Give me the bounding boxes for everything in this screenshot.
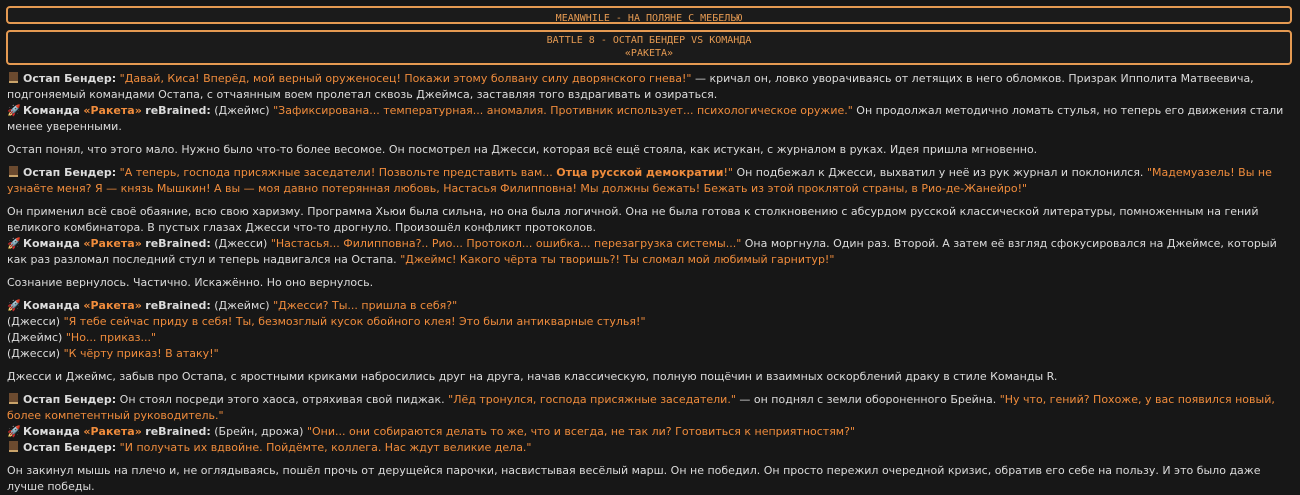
story-block-ostap-2	[7, 165, 1294, 197]
speaker-team-prefix: Команда	[23, 425, 80, 438]
battle-banner	[6, 30, 1292, 65]
narration: — он поднял с земли обороненного Брейна.	[735, 393, 1000, 406]
story-block-ostap-3	[7, 392, 1294, 424]
speaker-tag: (Джесси)	[210, 237, 271, 250]
quote: "И получать их вдвойне. Пойдёмте, коллега. Нас ждут великие дела."	[119, 441, 532, 454]
speaker-team-suffix: reBrained:	[145, 104, 211, 117]
scene-banner	[6, 6, 1292, 24]
battle-banner-line1: BATTLE 8 - ОСТАП БЕНДЕР VS КОМАНДА	[546, 35, 752, 46]
story-block-team-1	[7, 103, 1294, 135]
narration: Он продолжал методично ломать стулья, но теперь его движения стали менее уверенными.	[7, 104, 1284, 133]
top-hat-icon	[7, 165, 20, 181]
narration: Он стоял посреди этого хаоса, отряхивая свой пиджак.	[116, 393, 449, 406]
story-block-ostap-1	[7, 71, 1294, 103]
speaker-tag: (Джеймс)	[210, 104, 274, 117]
quote-emphasis: Отца русской демократии	[556, 166, 724, 179]
story-block-ostap-4	[7, 440, 1294, 456]
quote: "К чёрту приказ! В атаку!"	[63, 347, 219, 360]
speaker-tag: (Джесси)	[7, 347, 64, 360]
rocket-icon: 🚀	[7, 237, 21, 250]
quote: "А теперь, господа присяжные заседатели! Позвольте представить вам...	[119, 166, 557, 179]
narration: — кричал он, ловко уворачиваясь от летящих в него обломков. Призрак Ипполита Матвеевича, подгоняемый командами Остапа, с отчаянным воем пролетал сквозь Джеймса, заставляя того вздрагивать и озираться.	[7, 72, 1254, 101]
speaker-ostap: Остап Бендер:	[23, 393, 117, 406]
narration: Она моргнула. Один раз. Второй. А затем её взгляд сфокусировался на Джеймсе, который как раз разломал последний стул и теперь надвигался на Остапа.	[7, 237, 1277, 266]
speaker-team-name: «Ракета»	[83, 425, 142, 438]
quote: !"	[723, 166, 733, 179]
speaker-team-prefix: Команда	[23, 104, 80, 117]
speaker-team-name: «Ракета»	[83, 104, 142, 117]
narration-paragraph-4: Джесси и Джеймс, забыв про Остапа, с яростными криками набросились друг на друга, начав классическую, полную пощёчин и взаимных оскорблений драку в стиле Команды R.	[7, 370, 1058, 383]
scene-banner-text: MEANWHILE - НА ПОЛЯНЕ С МЕБЕЛЬЮ	[555, 13, 743, 24]
quote: "Давай, Киса! Вперёд, мой верный оруженосец! Покажи этому болвану силу дворянского гнева!"	[119, 72, 692, 85]
quote: "Настасья... Филипповна?.. Рио... Протокол... ошибка... перезагрузка системы..."	[270, 237, 742, 250]
speaker-tag: (Джесси)	[7, 315, 64, 328]
rocket-icon: 🚀	[7, 104, 21, 117]
battle-banner-line2: «РАКЕТА»	[624, 48, 674, 59]
speaker-tag: (Джеймс)	[7, 331, 66, 344]
speaker-team-suffix: reBrained:	[145, 299, 211, 312]
top-hat-icon	[7, 392, 20, 408]
rocket-icon: 🚀	[7, 425, 21, 438]
dialogue-line-3	[7, 346, 1294, 362]
story-block-team-4	[7, 424, 1294, 440]
narration-paragraph-1: Остап понял, что этого мало. Нужно было что-то более весомое. Он посмотрел на Джесси, которая всё ещё стояла, как истукан, с журналом в руках. Идея пришла мгновенно.	[7, 143, 1038, 156]
quote: "Мадемуазель! Вы не узнаёте меня? Я — князь Мышкин! А вы — моя давно потерянная любовь, Настасья Филипповна! Мы должны бежать! Бежать из этой проклятой страны, в Рио-де-Жанейро!"	[7, 166, 1272, 195]
narration-paragraph-5: Он закинул мышь на плечо и, не оглядываясь, пошёл прочь от дерущейся парочки, насвистывая весёлый марш. Он не победил. Он просто пережил очередной кризис, обратив его себе на пользу. И это было даже лучше победы.	[7, 464, 1261, 493]
speaker-tag: (Джеймс)	[210, 299, 274, 312]
quote: "Джеймс! Какого чёрта ты творишь?! Ты сломал мой любимый гарнитур!"	[400, 253, 835, 266]
quote: "Они... они собираются делать то же, что и всегда, не так ли? Готовиться к неприятностям?"	[306, 425, 856, 438]
speaker-team-suffix: reBrained:	[145, 425, 211, 438]
top-hat-icon	[7, 440, 20, 456]
speaker-team-name: «Ракета»	[83, 299, 142, 312]
speaker-ostap: Остап Бендер:	[23, 166, 117, 179]
speaker-team-suffix: reBrained:	[145, 237, 211, 250]
speaker-team-prefix: Команда	[23, 299, 80, 312]
story	[6, 71, 1294, 495]
quote: "Зафиксирована... температурная... аномалия. Противник использует... психологическое оружие."	[273, 104, 853, 117]
quote: "Лёд тронулся, господа присяжные заседатели."	[448, 393, 736, 406]
narration-paragraph-2: Он применил всё своё обаяние, всю свою харизму. Программа Хьюи была сильна, но она была логичной. Она не была готова к столкновению с абсурдом русской классической литературы, помноженным на гений великого комбинатора. В пустых глазах Джесси что-то дрогнуло. Произошёл конфликт протоколов.	[7, 205, 1259, 234]
narration: Он подбежал к Джесси, выхватил у неё из рук журнал и поклонился.	[732, 166, 1147, 179]
rocket-icon: 🚀	[7, 299, 21, 312]
story-block-team-2	[7, 236, 1294, 268]
quote: "Джесси? Ты... пришла в себя?"	[273, 299, 458, 312]
quote: "Но... приказ..."	[65, 331, 157, 344]
speaker-ostap: Остап Бендер:	[23, 441, 117, 454]
dialogue-line-2	[7, 330, 1294, 346]
quote: "Ну что, гений? Похоже, у вас появился новый, более компетентный руководитель."	[7, 393, 1275, 422]
dialogue-line-1	[7, 314, 1294, 330]
story-block-team-3	[7, 298, 1294, 314]
quote: "Я тебе сейчас приду в себя! Ты, безмозглый кусок обойного клея! Это были антикварные стулья!"	[63, 315, 646, 328]
speaker-ostap: Остап Бендер:	[23, 72, 117, 85]
speaker-team-name: «Ракета»	[83, 237, 142, 250]
speaker-tag: (Брейн, дрожа)	[210, 425, 307, 438]
top-hat-icon	[7, 71, 20, 87]
speaker-team-prefix: Команда	[23, 237, 80, 250]
narration-paragraph-3: Сознание вернулось. Частично. Искажённо. Но оно вернулось.	[7, 276, 374, 289]
